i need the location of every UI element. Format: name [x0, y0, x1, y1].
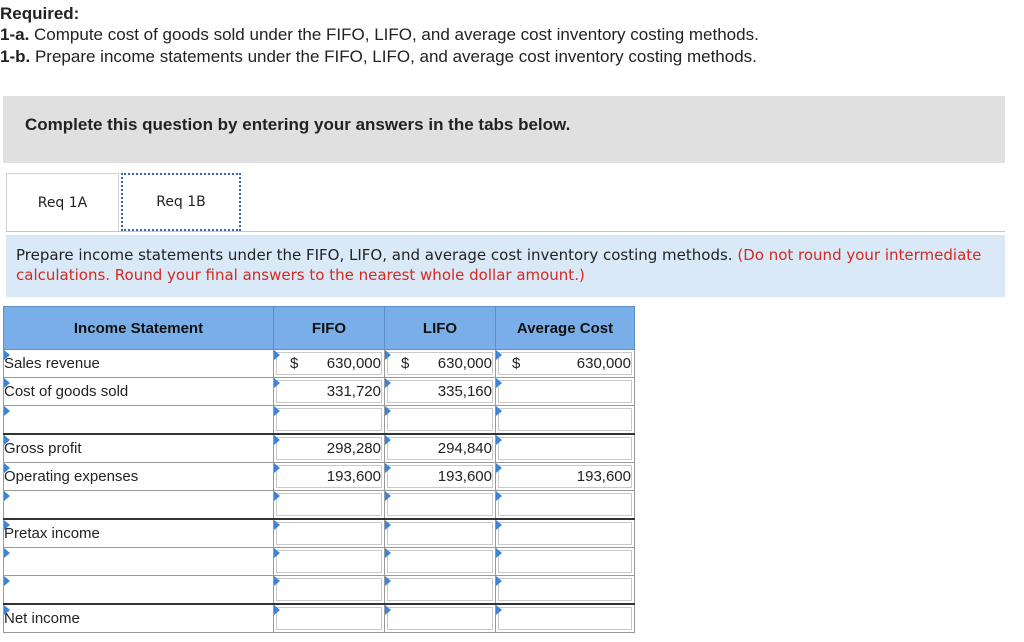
avg-value-input[interactable] — [496, 491, 635, 520]
requirement-1a-prefix: 1-a. — [0, 25, 30, 44]
cell-marker-icon — [496, 605, 502, 615]
dropdown-marker-icon — [4, 378, 10, 388]
lifo-value-text: 193,600 — [437, 468, 492, 485]
row-label-input[interactable] — [4, 604, 274, 633]
cell-marker-icon — [385, 350, 391, 360]
cell-content — [385, 435, 495, 462]
cell-content — [385, 576, 495, 603]
cell-marker-icon — [274, 435, 280, 445]
lifo-value-text: 335,160 — [437, 383, 492, 400]
cell-content — [274, 406, 384, 433]
header-average-cost: Average Cost — [496, 307, 635, 350]
instruction-note: (Do not round your intermediate calculations. Round your final answers to the nearest whole dollar amount.) — [16, 246, 982, 284]
cell-marker-icon — [385, 435, 391, 445]
lifo-value-input[interactable] — [385, 576, 496, 605]
lifo-value-input[interactable] — [385, 350, 496, 378]
lifo-value-input[interactable] — [385, 406, 496, 435]
cell-content — [274, 576, 384, 603]
dropdown-marker-icon — [4, 435, 10, 445]
avg-value-input[interactable] — [496, 378, 635, 406]
fifo-value-input[interactable] — [274, 463, 385, 491]
cell-marker-icon — [496, 435, 502, 445]
fifo-value-input[interactable] — [274, 519, 385, 548]
avg-value-input[interactable] — [496, 519, 635, 548]
fifo-value-input[interactable] — [274, 378, 385, 406]
cell-content — [274, 491, 384, 518]
requirement-1a — [0, 25, 759, 45]
cell-marker-icon — [385, 463, 391, 473]
question-instruction — [6, 235, 1005, 297]
dropdown-marker-icon — [4, 491, 10, 501]
cell-marker-icon — [496, 491, 502, 501]
lifo-value-input[interactable] — [385, 491, 496, 520]
instruction-text: Prepare income statements under the FIFO, LIFO, and average cost inventory costing methods. — [16, 246, 733, 264]
row-label-input[interactable] — [4, 519, 274, 548]
avg-value-input[interactable] — [496, 604, 635, 633]
row-label-text: Operating expenses — [4, 468, 139, 485]
tab-req-1a-label: Req 1A — [37, 194, 88, 211]
cell-marker-icon — [274, 548, 280, 558]
cell-marker-icon — [385, 378, 391, 388]
avg-value-text: 630,000 — [576, 355, 631, 372]
cell-marker-icon — [496, 350, 502, 360]
cell-content — [496, 435, 634, 462]
cell-marker-icon — [385, 491, 391, 501]
row-label-input[interactable] — [4, 350, 274, 378]
cell-marker-icon — [385, 406, 391, 416]
avg-value-input[interactable] — [496, 576, 635, 605]
lifo-value-input[interactable] — [385, 378, 496, 406]
cell-content — [274, 605, 384, 632]
row-label-input[interactable] — [4, 463, 274, 491]
table-row — [4, 350, 635, 378]
cell-content — [385, 548, 495, 575]
dollar-sign: $ — [512, 355, 521, 372]
dollar-sign: $ — [290, 355, 299, 372]
tab-req-1b[interactable] — [121, 173, 241, 231]
row-label-input[interactable] — [4, 378, 274, 406]
cell-content — [385, 520, 495, 547]
table-row — [4, 406, 635, 435]
cell-marker-icon — [274, 378, 280, 388]
cell-content — [385, 406, 495, 433]
required-heading: Required: — [0, 4, 80, 23]
table-row — [4, 463, 635, 491]
cell-marker-icon — [274, 350, 280, 360]
income-statement-table — [3, 306, 635, 633]
requirement-1b-text: Prepare income statements under the FIFO, LIFO, and average cost inventory costing methods. — [34, 47, 757, 66]
cell-marker-icon — [274, 406, 280, 416]
cell-content — [274, 463, 384, 490]
cell-marker-icon — [385, 576, 391, 586]
tab-req-1a[interactable] — [6, 173, 119, 231]
cell-marker-icon — [496, 520, 502, 530]
header-lifo: LIFO — [385, 307, 496, 350]
cell-content — [385, 491, 495, 518]
avg-value-input[interactable] — [496, 463, 635, 491]
dropdown-marker-icon — [4, 406, 10, 416]
cell-content — [274, 435, 384, 462]
cell-content — [385, 350, 495, 377]
dropdown-marker-icon — [4, 350, 10, 360]
lifo-value-text: 294,840 — [437, 440, 492, 457]
row-label-input[interactable] — [4, 548, 274, 576]
fifo-value-input[interactable] — [274, 491, 385, 520]
row-label-input[interactable] — [4, 491, 274, 520]
cell-marker-icon — [274, 605, 280, 615]
fifo-value-input[interactable] — [274, 406, 385, 435]
table-row — [4, 548, 635, 576]
cell-content — [496, 463, 634, 490]
lifo-value-input[interactable] — [385, 463, 496, 491]
cell-marker-icon — [496, 576, 502, 586]
cell-content — [496, 350, 634, 377]
fifo-value-text: 193,600 — [326, 468, 381, 485]
avg-value-input[interactable] — [496, 350, 635, 378]
table-row — [4, 434, 635, 463]
fifo-value-text: 630,000 — [326, 355, 381, 372]
cell-marker-icon — [496, 406, 502, 416]
cell-marker-icon — [385, 605, 391, 615]
avg-value-text: 193,600 — [576, 468, 631, 485]
row-label-text: Pretax income — [4, 525, 100, 542]
avg-value-input[interactable] — [496, 434, 635, 463]
row-label-input[interactable] — [4, 406, 274, 435]
cell-marker-icon — [274, 520, 280, 530]
table-row — [4, 519, 635, 548]
row-label-text: Cost of goods sold — [4, 383, 129, 400]
cell-content — [496, 576, 634, 603]
cell-marker-icon — [496, 463, 502, 473]
header-fifo: FIFO — [274, 307, 385, 350]
dropdown-marker-icon — [4, 576, 10, 586]
cell-content — [496, 491, 634, 518]
table-row — [4, 491, 635, 520]
cell-marker-icon — [385, 548, 391, 558]
fifo-value-text: 298,280 — [326, 440, 381, 457]
cell-marker-icon — [274, 463, 280, 473]
table-row — [4, 604, 635, 633]
requirement-1b-prefix: 1-b. — [0, 47, 31, 66]
table-row — [4, 576, 635, 605]
cell-content — [496, 520, 634, 547]
tab-req-1b-label: Req 1B — [156, 194, 206, 210]
lifo-value-input[interactable] — [385, 548, 496, 576]
row-label-text: Gross profit — [4, 440, 82, 457]
fifo-value-input[interactable] — [274, 548, 385, 576]
dropdown-marker-icon — [4, 605, 10, 615]
row-label-text: Sales revenue — [4, 355, 100, 372]
requirement-1a-text: Compute cost of goods sold under the FIFO, LIFO, and average cost inventory costing methods. — [34, 25, 759, 44]
instructions-banner — [3, 96, 1005, 163]
cell-content — [496, 378, 634, 405]
avg-value-input[interactable] — [496, 406, 635, 435]
cell-content — [385, 378, 495, 405]
requirement-1b — [0, 47, 757, 67]
cell-marker-icon — [274, 576, 280, 586]
table-header-row — [4, 307, 635, 350]
row-label-input[interactable] — [4, 434, 274, 463]
cell-content — [496, 406, 634, 433]
cell-marker-icon — [274, 491, 280, 501]
tab-divider — [6, 231, 1005, 232]
fifo-value-text: 331,720 — [326, 383, 381, 400]
cell-content — [274, 350, 384, 377]
table-row — [4, 378, 635, 406]
cell-content — [274, 548, 384, 575]
lifo-value-input[interactable] — [385, 519, 496, 548]
fifo-value-input[interactable] — [274, 604, 385, 633]
cell-content — [496, 605, 634, 632]
lifo-value-input[interactable] — [385, 434, 496, 463]
fifo-value-input[interactable] — [274, 434, 385, 463]
lifo-value-input[interactable] — [385, 604, 496, 633]
lifo-value-text: 630,000 — [437, 355, 492, 372]
cell-marker-icon — [496, 548, 502, 558]
cell-content — [385, 463, 495, 490]
cell-marker-icon — [385, 520, 391, 530]
fifo-value-input[interactable] — [274, 576, 385, 605]
fifo-value-input[interactable] — [274, 350, 385, 378]
cell-content — [496, 548, 634, 575]
header-income-statement: Income Statement — [4, 307, 274, 350]
avg-value-input[interactable] — [496, 548, 635, 576]
row-label-input[interactable] — [4, 576, 274, 605]
row-label-text: Net income — [4, 610, 80, 627]
dropdown-marker-icon — [4, 548, 10, 558]
cell-content — [385, 605, 495, 632]
cell-marker-icon — [496, 378, 502, 388]
dropdown-marker-icon — [4, 520, 10, 530]
cell-content — [274, 378, 384, 405]
dollar-sign: $ — [401, 355, 410, 372]
dropdown-marker-icon — [4, 463, 10, 473]
cell-content — [274, 520, 384, 547]
banner-text: Complete this question by entering your answers in the tabs below. — [25, 115, 571, 134]
